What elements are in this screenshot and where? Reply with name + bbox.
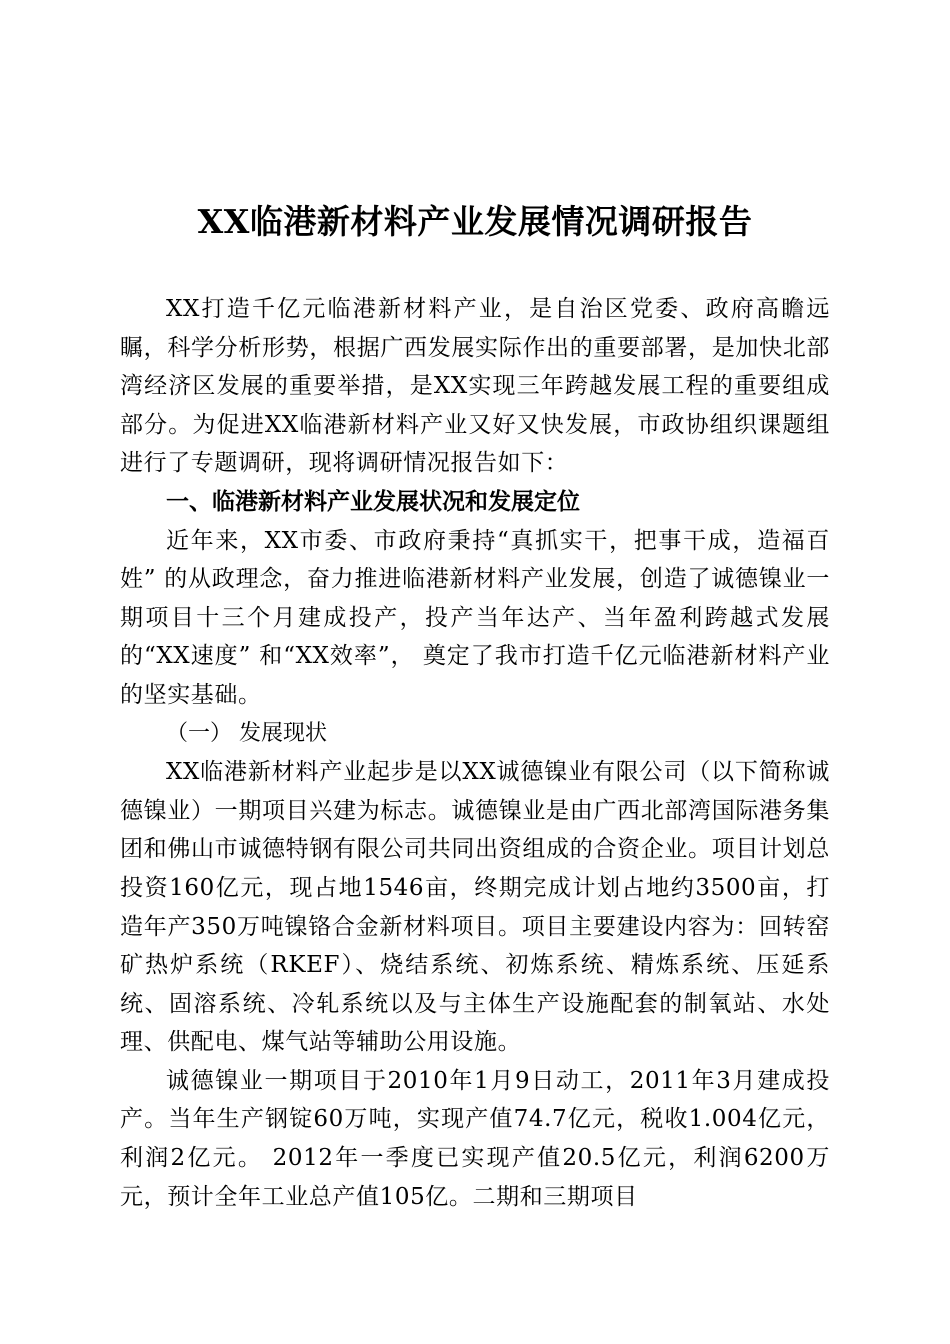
section-paragraph: 近年来，XX市委、市政府秉持“真抓实干，把事干成，造福百姓” 的从政理念，奋力推进临港新材料产业发展，创造了诚德镍业一期项目十三个月建成投产，投产当年达产、当年盈利跨越式发展的“XX速度” 和“XX效率”， 奠定了我市打造千亿元临港新材料产业的坚实基础。 bbox=[120, 527, 830, 708]
subsection-heading: （一） 发展现状 bbox=[166, 720, 327, 746]
status-paragraph-2: 诚德镍业一期项目于2010年1月9日动工，2011年3月建成投产。当年生产钢锭60万吨，实现产值74.7亿元，税收1.004亿元，利润2亿元。 2012年一季度已实现产值20.5亿元，利润6200万元，预计全年工业总产值105亿。二期和三期项目 bbox=[120, 1067, 830, 1210]
document-title: XX临港新材料产业发展情况调研报告 bbox=[197, 202, 753, 241]
intro-paragraph: XX打造千亿元临港新材料产业，是自治区党委、政府高瞻远瞩，科学分析形势，根据广西发展实际作出的重要部署，是加快北部湾经济区发展的重要举措，是XX实现三年跨越发展工程的重要组成部分。为促进XX临港新材料产业又好又快发展，市政协组织课题组进行了专题调研，现将调研情况报告如下： bbox=[120, 296, 830, 477]
document-body bbox=[120, 290, 830, 1216]
section-heading: 一、临港新材料产业发展状况和发展定位 bbox=[166, 488, 580, 515]
status-paragraph-1: XX临港新材料产业起步是以XX诚德镍业有限公司（以下简称诚德镍业）一期项目兴建为标志。诚德镍业是由广西北部湾国际港务集团和佛山市诚德特钢有限公司共同出资组成的合资企业。项目计划总投资160亿元，现占地1546亩，终期完成计划占地约3500亩，打造年产350万吨镍铬合金新材料项目。项目主要建设内容为：回转窑矿热炉系统（RKEF）、烧结系统、初炼系统、精炼系统、压延系统、固溶系统、冷轧系统以及与主体生产设施配套的制氧站、水处理、供配电、煤气站等辅助公用设施。 bbox=[120, 759, 830, 1056]
